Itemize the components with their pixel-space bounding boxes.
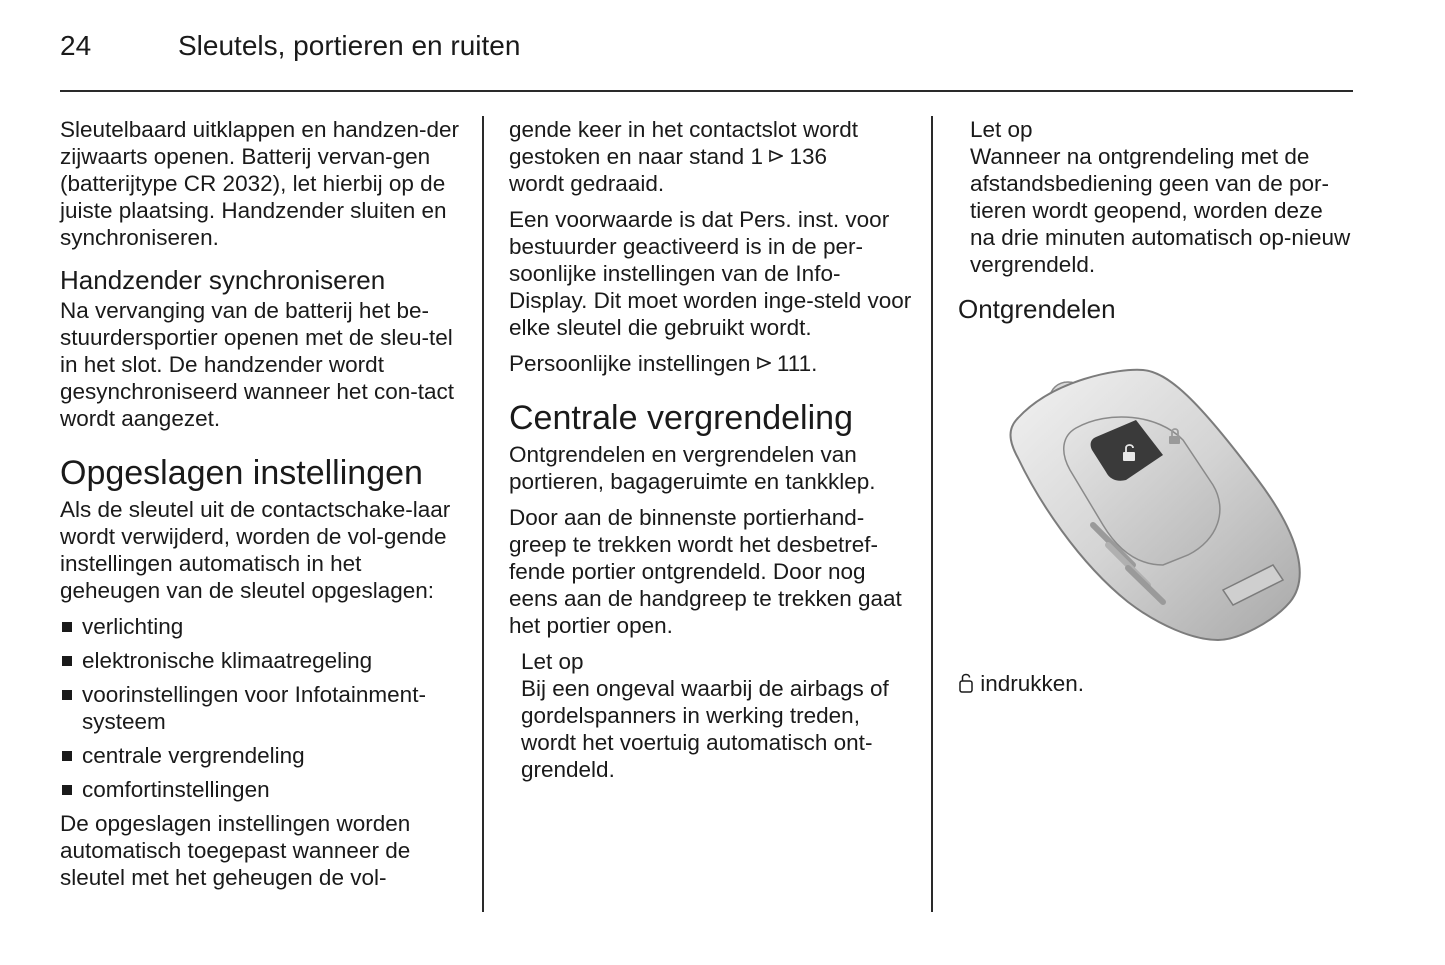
caption	[958, 670, 1353, 697]
column-1	[60, 116, 465, 900]
page-reference: 111.	[770, 351, 818, 376]
page-number: 24	[60, 30, 92, 61]
note-text: Bij een ongeval waarbij de airbags of gordelspanners in werking treden, wordt het voertuig automatisch ont-grendeld.	[521, 676, 889, 782]
paragraph: Door aan de binnenste portierhand-greep te trekken wordt het desbetref-fende portier ontgrendeld. Door nog eens aan de handgreep te trekken gaat het portier open.	[509, 505, 902, 638]
paragraph: Sleutelbaard uitklappen en handzen-der zijwaarts openen. Batterij vervan-gen (batterijtype CR 2032), let hierbij op de juiste plaatsing. Handzender sluiten en synchroniseren.	[60, 117, 460, 250]
paragraph	[509, 350, 914, 377]
list-item: voorinstellingen voor Infotainment-systeem	[60, 681, 465, 735]
column-divider	[931, 116, 933, 912]
menu-item-name: Pers. inst. voor bestuurder	[509, 207, 890, 259]
list-item: centrale vergrendeling	[60, 742, 465, 769]
list-item: verlichting	[60, 613, 465, 640]
column-divider	[482, 116, 484, 912]
paragraph: Na vervanging van de batterij het be-stuurdersportier openen met de sleu-tel in het slot. De handzender wordt gesynchroniseerd wanneer het con-tact wordt aangezet.	[60, 298, 454, 431]
paragraph: De opgeslagen instellingen worden automatisch toegepast wanneer de sleutel met het geheugen de vol-	[60, 811, 411, 890]
page-reference-arrow-icon	[769, 143, 783, 170]
paragraph: Als de sleutel uit de contactschake-laar wordt verwijderd, worden de vol-gende instellingen automatisch in het geheugen van de sleutel opgeslagen:	[60, 497, 451, 603]
paragraph	[509, 206, 914, 341]
heading-central-locking: Centrale vergrendeling	[509, 399, 853, 437]
text: geactiveerd is in de per-soonlijke instellingen van de Info-Display. Dit moet worden inge-steld voor elke sleutel die gebruikt wordt.	[509, 234, 912, 340]
note-box	[970, 116, 1353, 278]
heading-saved-settings: Opgeslagen instellingen	[60, 454, 423, 492]
page-reference: 136	[783, 144, 828, 169]
caption-text: indrukken.	[974, 671, 1085, 696]
text: gende keer in het contactslot wordt gestoken en naar stand	[509, 117, 858, 169]
note-box	[521, 648, 914, 783]
column-2	[509, 116, 914, 783]
unlock-icon	[958, 672, 974, 692]
heading-sync: Handzender synchroniseren	[60, 265, 386, 295]
header-rule	[60, 90, 1353, 92]
list-item: comfortinstellingen	[60, 776, 465, 803]
note-title: Let op	[970, 117, 1033, 142]
heading-unlock: Ontgrendelen	[958, 294, 1116, 324]
page-reference-arrow-icon	[757, 350, 771, 377]
text: wordt gedraaid.	[509, 171, 665, 196]
text: Een voorwaarde is dat	[509, 207, 740, 232]
note-text: Wanneer na ontgrendeling met de afstandsbediening geen van de por-tieren wordt geopend, worden deze na drie minuten automatisch op-nieuw vergrendeld.	[970, 144, 1351, 277]
note-title: Let op	[521, 649, 584, 674]
paragraph: Ontgrendelen en vergrendelen van portieren, bagageruimte en tankklep.	[509, 442, 876, 494]
list-item: elektronische klimaatregeling	[60, 647, 465, 674]
page-title: Sleutels, portieren en ruiten	[178, 30, 521, 61]
settings-list	[60, 613, 465, 803]
text: Persoonlijke instellingen	[509, 351, 757, 376]
paragraph	[509, 116, 914, 197]
key-fob-illustration	[958, 340, 1353, 656]
position-label: 1	[750, 144, 763, 169]
column-3	[958, 116, 1353, 706]
